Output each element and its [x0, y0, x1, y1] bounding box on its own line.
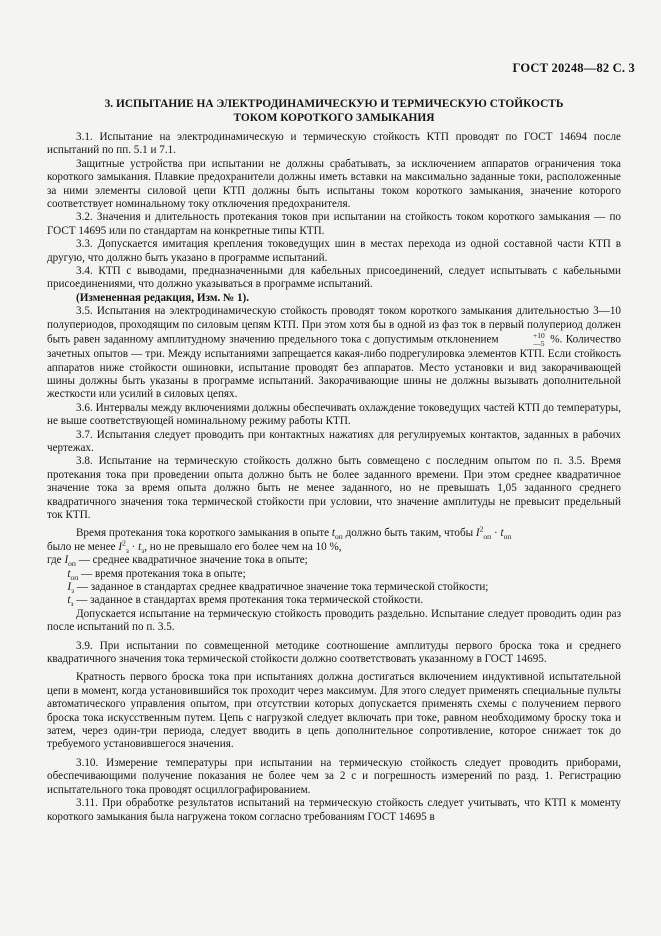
- paragraph-3-1: 3.1. Испытание на электродинамическую и термическую стойкость КТП проводят по ГОСТ 14694 после испытаний по пп. 5.1 и 7.1.: [47, 131, 621, 157]
- definition-t-op: $t_{оп}$ — время протекания тока в опыте;: [67, 567, 246, 582]
- paragraph-3-9: 3.9. При испытании по совмещенной методике соотношение амплитуды первого броска тока и среднего квадратичного значения тока термической стойкости должно соответствовать указанному в ГОСТ 14695.: [47, 639, 621, 666]
- formula-paragraph: Время протекания тока короткого замыкания в опыте $t_{оп}$ должно быть таким, чтобы $I^2_{оп} \cdot t_{оп}$: [76, 524, 512, 542]
- revision-note: (Измененная редакция, Изм. № 1).: [76, 291, 250, 304]
- paragraph-3-7: 3.7. Испытания следует проводить при контактных нажатиях для регулируемых контактов, заданных в рабочих чертежах.: [47, 428, 621, 454]
- paragraph-3-8: 3.8. Испытание на термическую стойкость должно быть совмещено с последним опытом по п. 3.5. Время протекания тока при проведении опыта должно быть не более заданного времени. При этом среднее квадратичное значение тока за время опыта должно быть не менее заданного, но не превышать 1,05 заданного среднего квадратичного значения тока термической стойкости при условии, что значение амплитуды не превысит предельный ток КТП.: [47, 455, 621, 521]
- paragraph-3-9-ratio: Кратность первого броска тока при испытаниях должна достигаться включением индуктивной испытательной цепи в момент, когда установившийся ток проходит через максимум. Для этого следует применять специальные пульты автоматического управления опытом, при отсутствии которых допускается применять схемы с получением первого броска тока искусственным путем. Цепь с нагрузкой следует включать при токе, равном необходимому броску тока и затем, через один-три периода, следует вводить в цепь дополнительное сопротивление, которое снижает ток до требуемого установившегося значения.: [47, 671, 621, 751]
- paragraph-3-5: 3.5. Испытания на электродинамическую стойкость проводят током короткого замыкания длительностью 3—10 полупериодов, проходящим по силовым цепям КТП. При этом хотя бы в одной из фаз ток в первый полупериод должен быть равен заданному амплитудному значению предельного тока с допустимым отклонением +10 —5 %. Количество зачетных опытов — три. Между испытаниями запрещается какая-либо подрегулировка элементов КТП. Если стойкость аппаратов ниже стойкости ошиновки, испытание проводят без аппаратов. Место установки и вид закорачивающей шины должны быть указаны в программе испытаний. Закорачивающие шины не должны вызывать дополнительной жесткости или усилий в силовых цепях.: [47, 305, 621, 401]
- definition-I-z: $I_з$ — заданное в стандартах среднее квадратичное значение тока термической стойкости;: [67, 581, 489, 596]
- definition-t-z: $t_з$ — заданное в стандартах время протекания тока термической стойкости.: [67, 594, 424, 609]
- section-title: [54, 97, 614, 125]
- section-title-line-2: ТОКОМ КОРОТКОГО ЗАМЫКАНИЯ: [233, 112, 435, 124]
- paragraph-3-10: 3.10. Измерение температуры при испытании на термическую стойкость следует проводить приборами, обеспечивающими получение показания не более чем за 2 с и погрешность измерений по разд. 1. Регистрацию испытательного тока проводят осциллографированием.: [47, 756, 621, 796]
- document-body: [47, 131, 621, 824]
- paragraph-3-8-separate: Допускается испытание на термическую стойкость проводить раздельно. Испытание следует проводить один раз после испытаний по п. 3.5.: [47, 607, 621, 634]
- paragraph-3-3: 3.3. Допускается имитация крепления токоведущих шин в местах перехода из одной составной части КТП в другую, что должно быть указано в программе испытаний.: [47, 238, 621, 264]
- definition-I-op: где $I_{оп}$ — среднее квадратичное значение тока в опыте;: [47, 554, 308, 569]
- paragraph-3-4: 3.4. КТП с выводами, предназначенными для кабельных присоединений, следует испытывать с кабельными присоединениями, что должно указываться в программе испытаний.: [47, 265, 621, 291]
- formula-paragraph-cont: было не менее $I^2_з \cdot t_з$, но не превышало его более чем на 10 %,: [47, 538, 342, 555]
- page-header: ГОСТ 20248—82 С. 3: [512, 61, 635, 75]
- paragraph-3-2: 3.2. Значения и длительность протекания токов при испытании на стойкость током короткого замыкания — по ГОСТ 14695 или по стандартам на конкретные типы КТП.: [47, 211, 621, 237]
- section-title-line-1: 3. ИСПЫТАНИЕ НА ЭЛЕКТРОДИНАМИЧЕСКУЮ И ТЕРМИЧЕСКУЮ СТОЙКОСТЬ: [104, 98, 564, 110]
- paragraph-3-6: 3.6. Интервалы между включениями должны обеспечивать охлаждение токоведущих частей КТП до температуры, не выше соответствующей номинальному режиму работы КТП.: [47, 401, 621, 428]
- paragraph-3-11: 3.11. При обработке результатов испытаний на термическую стойкость следует учитывать, что КТП к моменту короткого замыкания была нагружена током согласно требованиям ГОСТ 14695 в: [47, 797, 621, 823]
- tolerance-fraction: +10 —5: [533, 331, 545, 349]
- paragraph-3-1-protection: Защитные устройства при испытании не должны срабатывать, за исключением аппаратов ограничения тока короткого замыкания. Плавкие предохранители должны иметь вставки на максимально заданные токи, расположенные за ними элементы силовой цепи КТП должны быть испытаны током короткого замыкания, значение которого соответствует номинальному току отключения предохранителя.: [47, 157, 621, 211]
